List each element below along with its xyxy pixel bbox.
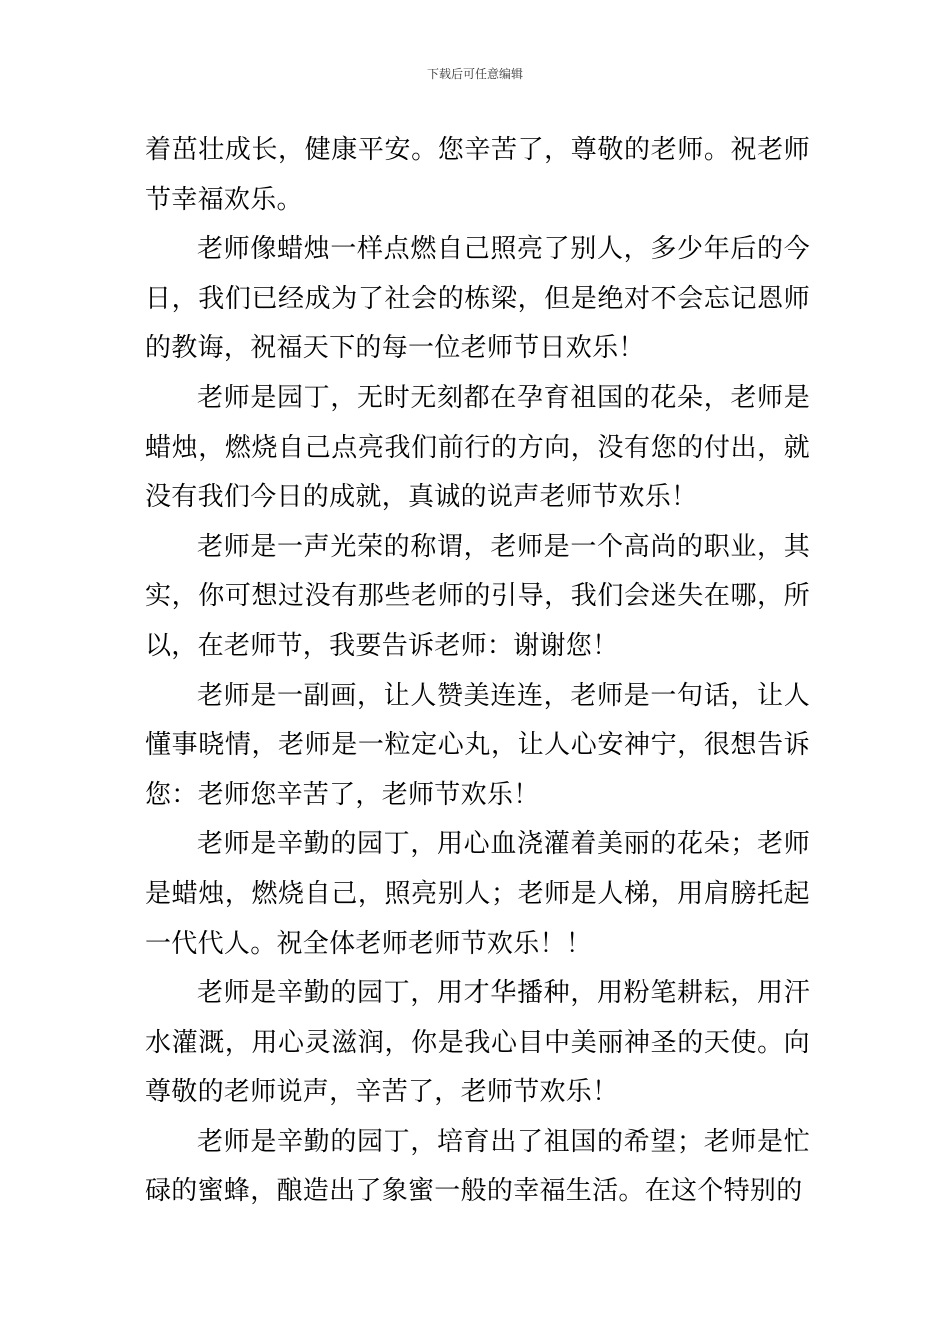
paragraph: 老师是辛勤的园丁，用心血浇灌着美丽的花朵；老师是蜡烛，燃烧自己，照亮别人；老师是人梯，用肩膀托起一代代人。祝全体老师老师节欢乐！！ — [145, 829, 810, 959]
paragraph: 老师是一副画，让人赞美连连，老师是一句话，让人懂事晓情，老师是一粒定心丸，让人心安神宁，很想告诉您：老师您辛苦了，老师节欢乐！ — [145, 680, 810, 810]
paragraph: 老师是一声光荣的称谓，老师是一个高尚的职业，其实，你可想过没有那些老师的引导，我们会迷失在哪，所以，在老师节，我要告诉老师：谢谢您！ — [145, 531, 810, 661]
page-header-note: 下载后可任意编辑 — [426, 67, 523, 81]
paragraph: 老师是辛勤的园丁，培育出了祖国的希望；老师是忙碌的蜜蜂，酿造出了象蜜一般的幸福生活。在这个特别的 — [145, 1126, 810, 1207]
paragraph: 老师是园丁，无时无刻都在孕育祖国的花朵，老师是蜡烛，燃烧自己点亮我们前行的方向，没有您的付出，就没有我们今日的成就，真诚的说声老师节欢乐！ — [145, 382, 810, 513]
paragraph: 老师是辛勤的园丁，用才华播种，用粉笔耕耘，用汗水灌溉，用心灵滋润，你是我心目中美丽神圣的天使。向尊敬的老师说声，辛苦了，老师节欢乐！ — [145, 978, 810, 1108]
paragraph-continuation: 着茁壮成长，健康平安。您辛苦了，尊敬的老师。祝老师节幸福欢乐。 — [145, 135, 810, 215]
document-body — [145, 126, 810, 1217]
paragraph: 老师像蜡烛一样点燃自己照亮了别人，多少年后的今日，我们已经成为了社会的栋梁，但是绝对不会忘记恩师的教诲，祝福天下的每一位老师节日欢乐！ — [145, 234, 810, 364]
